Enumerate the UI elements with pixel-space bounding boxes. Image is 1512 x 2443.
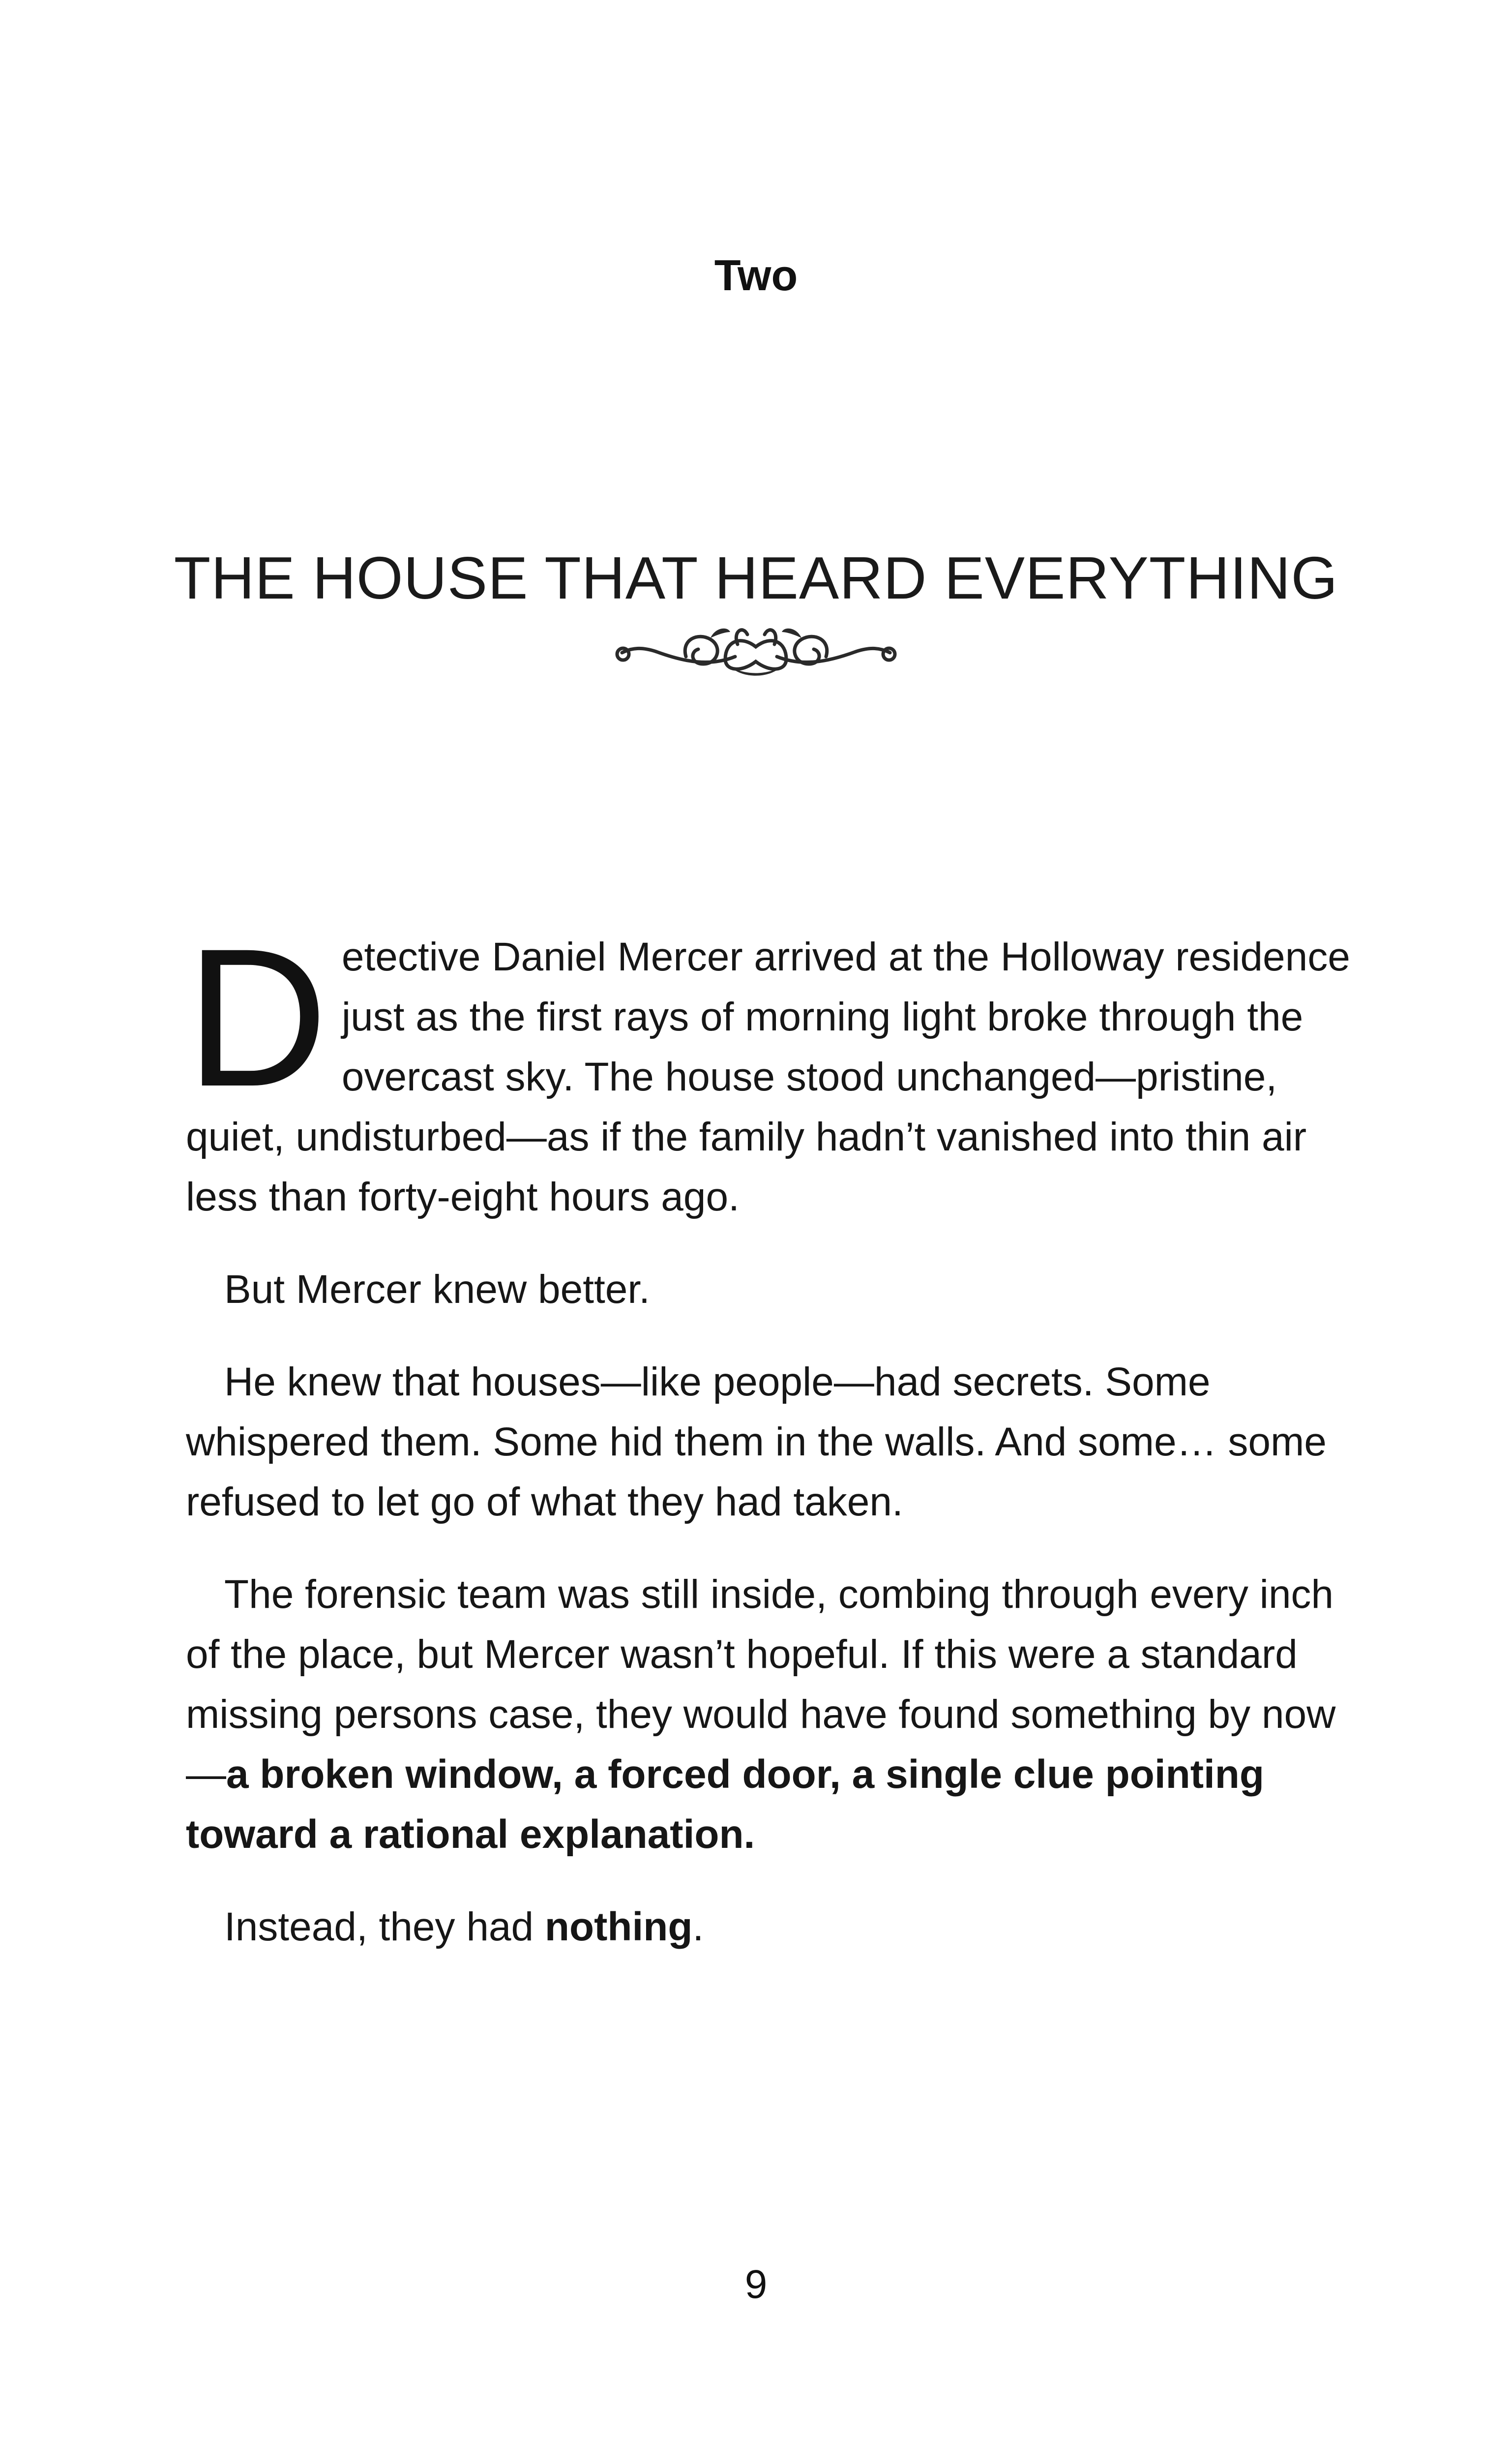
drop-cap: D: [186, 907, 328, 1127]
paragraph-3-text: He knew that houses—like people—had secrets. Some whispered them. Some hid them in the walls. And some… some refused to let go of what they had taken.: [186, 1359, 1327, 1524]
paragraph-3: [186, 1352, 1366, 1532]
chapter-number: Two: [714, 251, 798, 300]
paragraph-2: [186, 1260, 1366, 1320]
chapter-body: [186, 907, 1366, 1990]
paragraph-2-text: But Mercer knew better.: [224, 1267, 650, 1312]
paragraph-5-end-text: .: [692, 1904, 704, 1949]
paragraph-5: [186, 1897, 1366, 1957]
chapter-title: THE HOUSE THAT HEARD EVERYTHING: [174, 544, 1338, 611]
paragraph-4: [186, 1565, 1366, 1865]
flourish-divider-icon: [612, 617, 900, 681]
paragraph-1-text: etective Daniel Mercer arrived at the Holloway residence just as the first rays of morning light broke through the overcast sky. The house stood unchanged—pristine, quiet, undisturbed—as if the family hadn’t vanished into thin air less than forty-eight hours ago.: [186, 935, 1350, 1219]
paragraph-4-bold-text: a broken window, a forced door, a single clue pointing toward a rational explanation.: [186, 1752, 1264, 1857]
paragraph-5-bold-text: nothing: [544, 1904, 693, 1949]
paragraph-5-text: Instead, they had: [224, 1904, 545, 1949]
paragraph-4-text: The forensic team was still inside, combing through every inch of the place, but Mercer wasn’t hopeful. If this were a standard missing persons case, they would have found something by now—: [186, 1572, 1336, 1797]
page-number: 9: [744, 2262, 768, 2307]
paragraph-1: [186, 907, 1366, 1227]
